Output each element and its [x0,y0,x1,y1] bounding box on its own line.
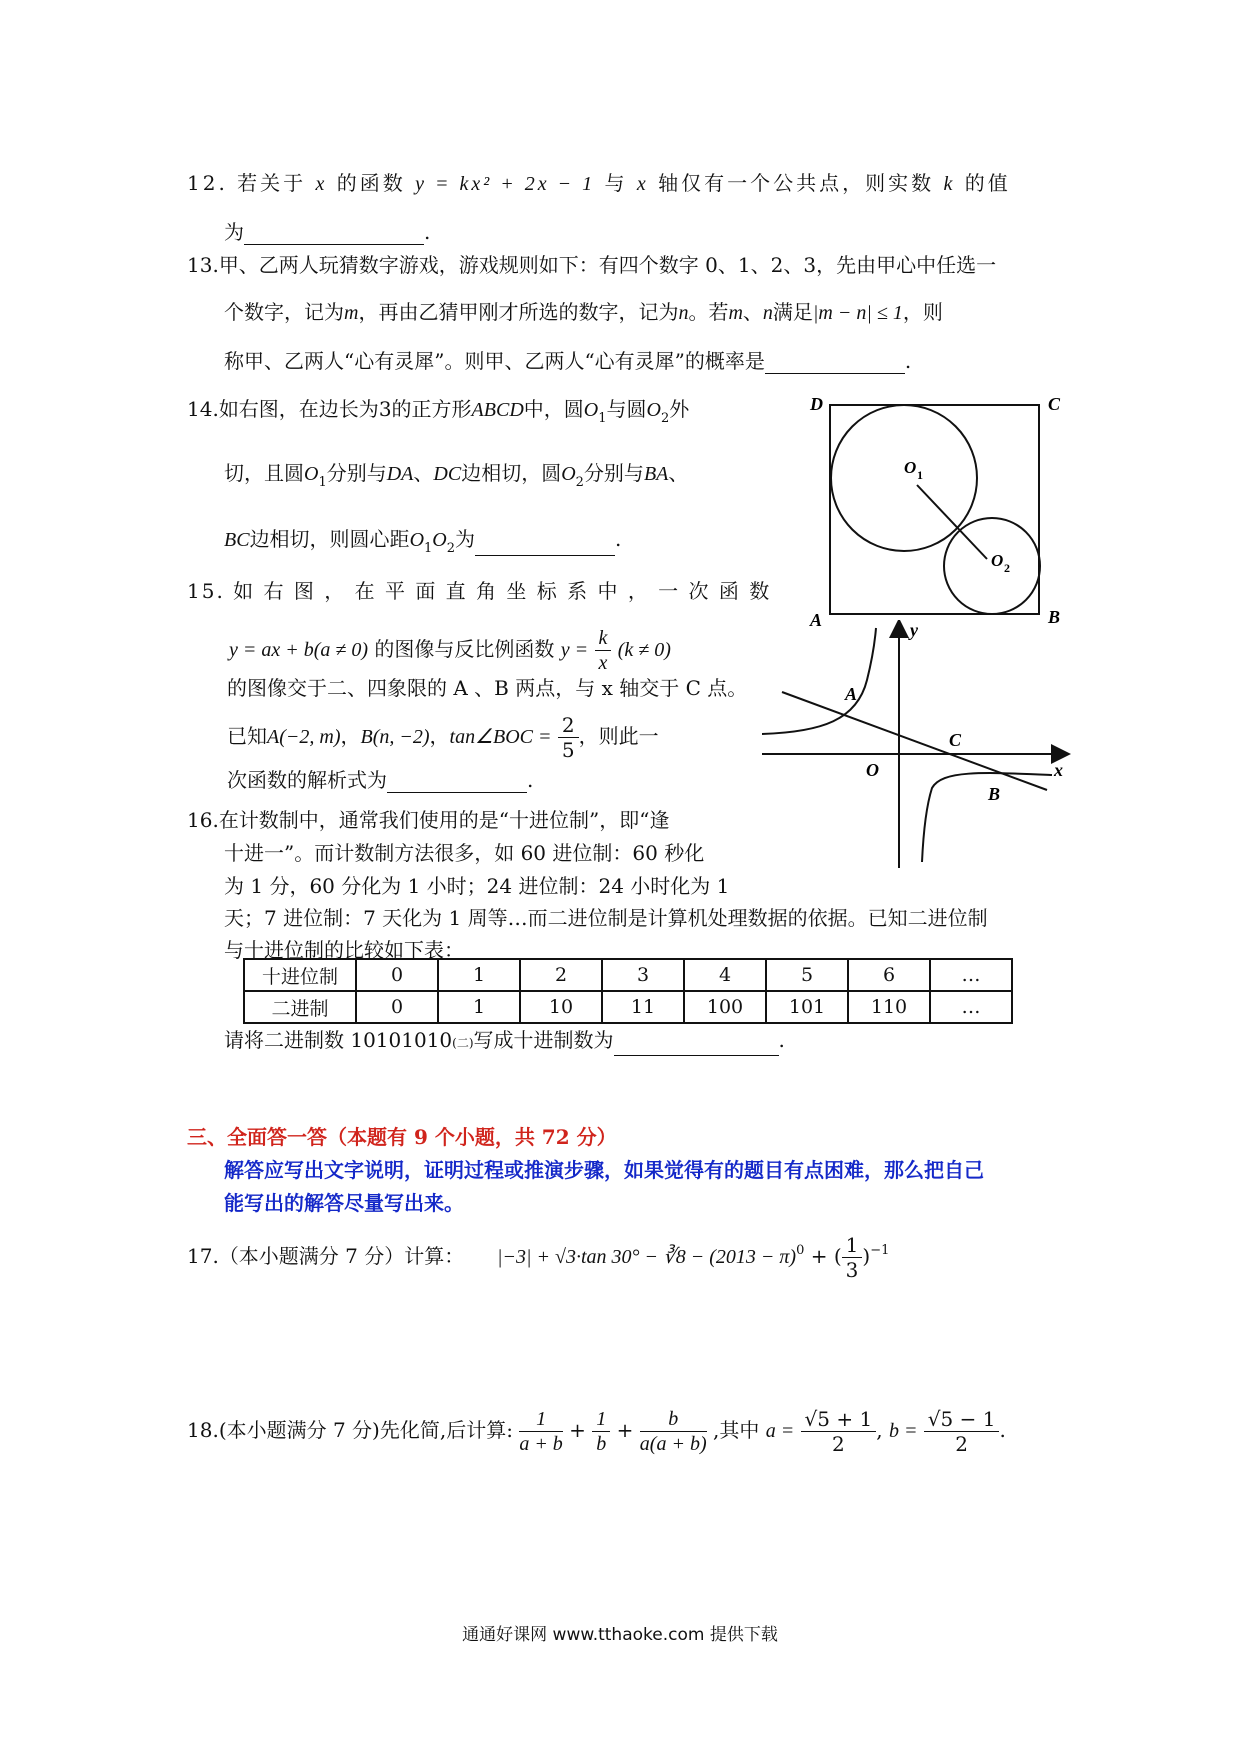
q15-coordinate-figure [762,620,1072,870]
label-point-a: A [845,684,858,704]
q14-line2: 切，且圆$O_1$分别与DA、DC边相切，圆$O_2$分别与BA、 [224,461,689,490]
label-o1-sub: 1 [917,468,923,482]
q15-line2: y = ax + b(a ≠ 0) 的图像与反比例函数 y = $\frac{k}{x}$ (k ≠ 0) [229,627,671,674]
q15-k-over-x: $\frac{k}{x}$ [595,626,612,675]
hyperbola-branch-q4 [922,773,1052,862]
label-a: A [810,610,823,628]
q16-question: 请将二进制数 10101010(二)写成十进制数为 . [224,1027,785,1056]
label-d: D [810,394,823,414]
q13-line3: 称甲、乙两人“心有灵犀”。则甲、乙两人“心有灵犀”的概率是 . [224,349,912,373]
answer-blank[interactable] [614,1035,779,1056]
q15-line1: 15. 如 右 图 ， 在 平 面 直 角 坐 标 系 中 ， 一 次 函 数 [187,579,772,603]
hyperbola-branch-q2 [762,628,876,734]
answer-blank[interactable] [765,353,905,374]
section3-note-line2: 能写出的解答尽量写出来。 [224,1191,464,1215]
label-o2: O [991,551,1004,570]
footer-source: 通通好课网 www.tthaoke.com 提供下载 [462,1625,778,1645]
linear-function-line [782,692,1047,790]
table-row: 二进制 0 1 10 11 100 101 110 … [244,991,1012,1023]
q16-line1: 16.在计数制中，通常我们使用的是“十进位制”，即“逢 [187,808,670,832]
q17-number: 17. [187,1244,219,1268]
label-point-c: C [949,730,962,750]
q16-line3: 为 1 分，60 分化为 1 小时；24 进位制：24 小时化为 1 [224,874,730,898]
q12-formula: y = kx² + 2x − 1 [415,173,596,195]
q15-number: 15. [187,579,225,603]
q18-number: 18. [187,1418,219,1442]
answer-blank[interactable] [244,224,424,245]
q14-line3: BC边相切，则圆心距$O_1O_2$为 . [224,527,622,556]
label-c: C [1048,394,1061,414]
q17-line: 17.（本小题满分 7 分）计算： |−3| + √3·tan 30° − ∛8 − $(2013 - \pi)^0$ + ( $\frac{1}{3}$ )$^{-1}$ [187,1233,890,1282]
q12-line2: 为 . [224,220,431,244]
circle-o1 [831,405,977,551]
label-o1: O [904,458,917,477]
label-o2-sub: 2 [1004,561,1010,575]
q15-tan-fraction: $\frac{2}{5}$ [558,713,579,762]
label-x: x [1054,760,1063,780]
q14-line1: 14.如右图，在边长为3的正方形ABCD中，圆$O_1$与圆$O_2$外 [187,397,690,426]
label-origin: O [866,760,879,780]
label-point-b: B [988,784,1001,804]
q13-line1: 13.甲、乙两人玩猜数字游戏，游戏规则如下：有四个数字 0、1、2、3，先由甲心中任选一 [187,253,997,277]
q14-number: 14. [187,397,219,421]
q13-number: 13. [187,253,219,277]
answer-blank[interactable] [387,772,527,793]
section3-title: 三、全面答一答（本题有 9 个小题，共 72 分） [187,1125,617,1149]
q12-number: 12. [187,171,228,195]
q15-line5: 次函数的解析式为 . [227,768,534,792]
q14-square-circles-figure [800,388,1080,628]
q12-line1: 12. 若关于 x 的函数 y = kx² + 2x − 1 与 x 轴仅有一个公共点，则实数 k 的值 [187,171,1011,195]
q18-line: 18.(本小题满分 7 分)先化简,后计算: $\frac{1}{a + b}$ + $\frac{1}{b}$ + $\frac{b}{a(a + b)}$ ,其中 a = $\frac{√5 + 1}{2}$ , b = $\frac{√5 - 1}{2}$ . [187,1407,1006,1456]
q13-condition: |m − n| ≤ 1 [812,302,903,324]
q16-number: 16. [187,808,219,832]
q15-line4: 已知A(−2, m)，B(n, −2)，tan∠BOC = $\frac{2}{5}$ ，则此一 [227,713,659,762]
q17-expression: |−3| + √3·tan 30° − ∛8 − (2013 − π) [496,1246,797,1268]
q13-line2: 个数字，记为m，再由乙猜甲刚才所选的数字，记为n。若m、n满足|m − n| ≤ 1，则 [224,300,943,324]
section3-note-line1: 解答应写出文字说明，证明过程或推演步骤，如果觉得有的题目有点困难，那么把自己 [224,1158,984,1182]
q16-line4: 天；7 进位制：7 天化为 1 周等…而二进位制是计算机处理数据的依据。已知二进位制 [224,906,988,930]
q16-line5: 与十进位制的比较如下表： [224,938,464,962]
q16-line2: 十进一”。而计数制方法很多，如 60 进位制：60 秒化 [224,841,705,865]
q15-line3: 的图像交于二、四象限的 A 、B 两点，与 x 轴交于 C 点。 [227,676,748,700]
label-y: y [910,620,918,640]
square-abcd [830,405,1039,614]
base-comparison-table [243,958,1013,1024]
table-row: 十进位制 0 1 2 3 4 5 6 … [244,959,1012,991]
label-b: B [1048,607,1061,627]
answer-blank[interactable] [475,535,615,556]
